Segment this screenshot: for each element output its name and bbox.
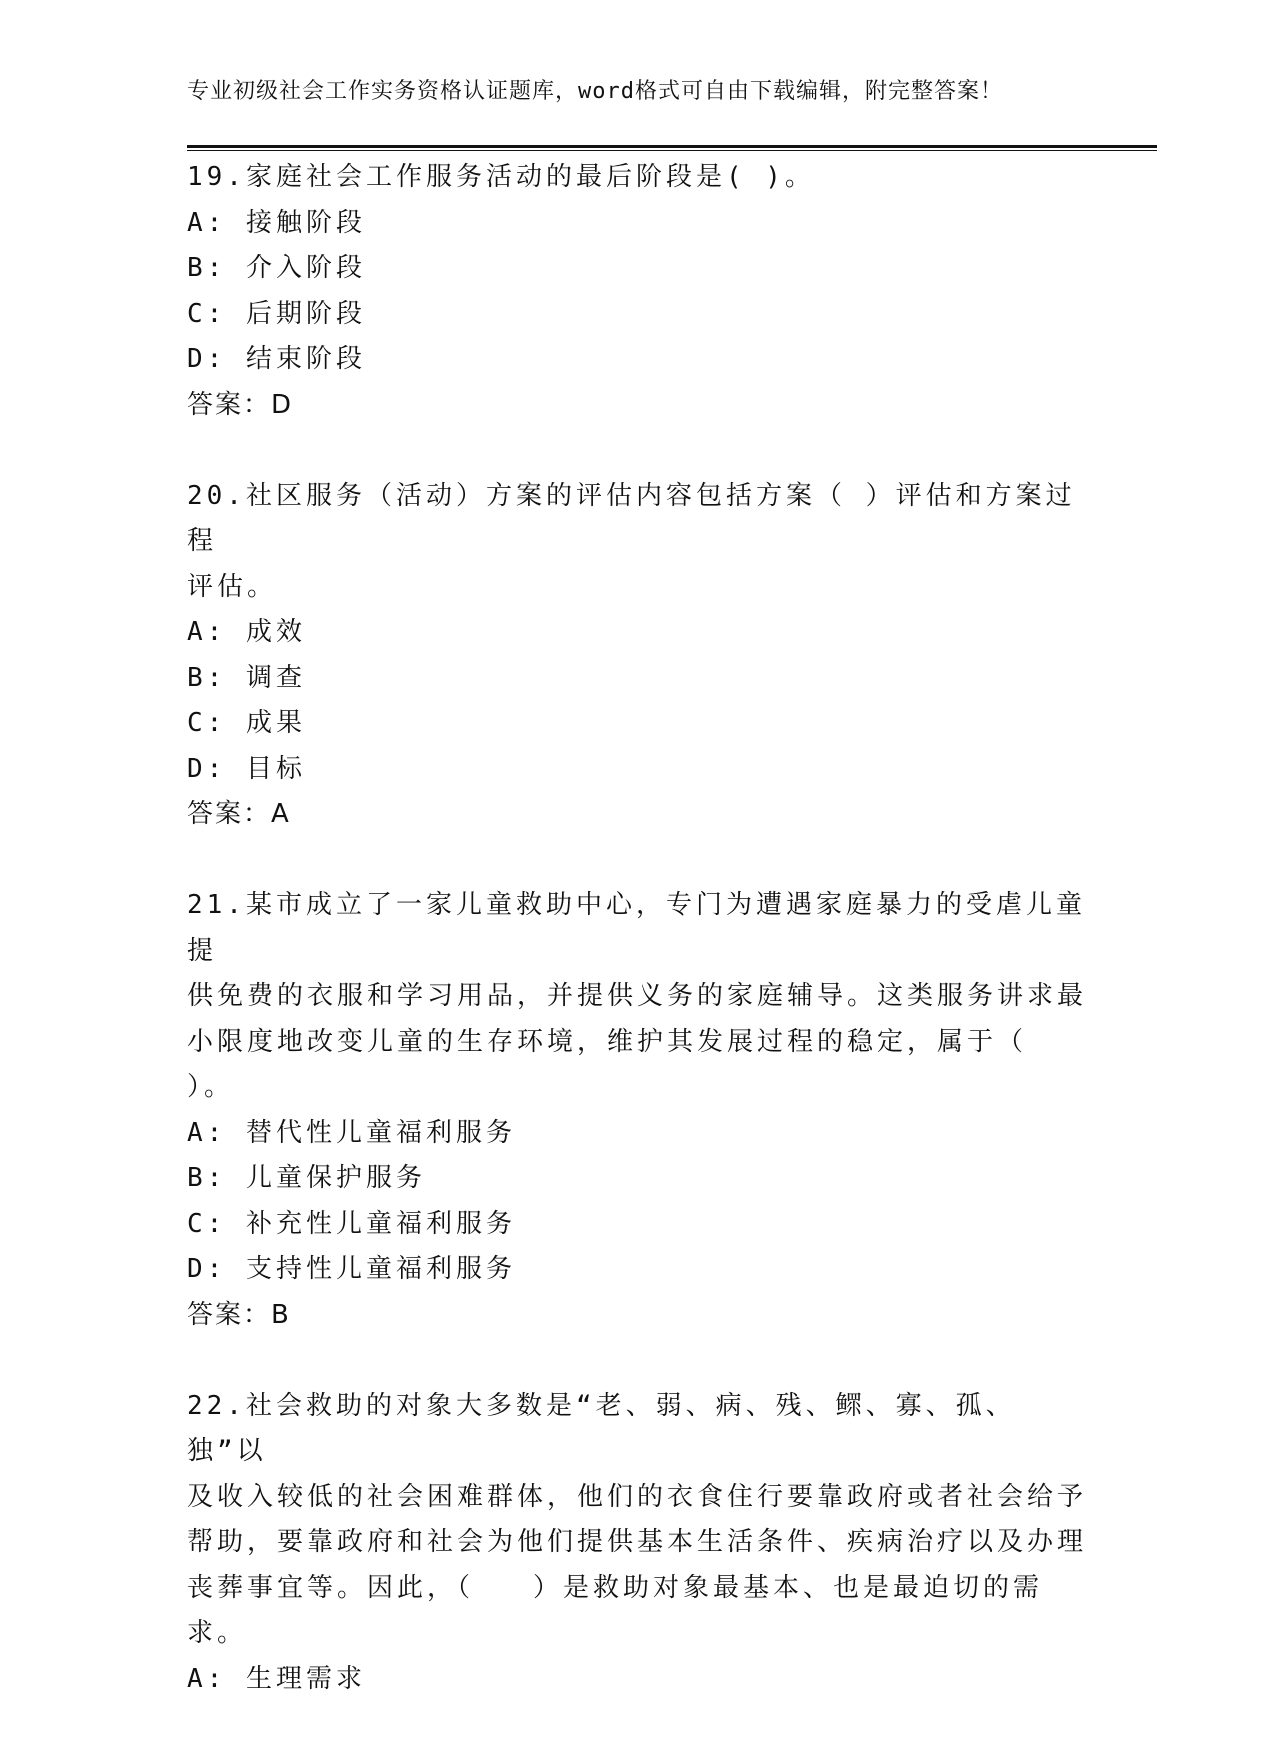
option-b: B: 儿童保护服务 [187, 1163, 426, 1193]
option-a: A: 生理需求 [187, 1663, 366, 1694]
question-stem-line: 20.社区服务（活动）方案的评估内容包括方案（ ）评估和方案过程 [187, 480, 1076, 556]
option-d: D: 支持性儿童福利服务 [187, 1254, 516, 1284]
question-stem-line: 22.社会救助的对象大多数是“老、弱、病、残、鳏、寡、孤、独”以 [187, 1390, 1016, 1466]
question-stem-line: 19.家庭社会工作服务活动的最后阶段是( )。 [187, 162, 815, 192]
question-stem-line: 供免费的衣服和学习用品，并提供义务的家庭辅导。这类服务讲求最 [187, 981, 1088, 1011]
option-c: C: 补充性儿童福利服务 [187, 1208, 516, 1239]
question-stem-line: 21.某市成立了一家儿童救助中心，专门为遭遇家庭暴力的受虐儿童提 [187, 890, 1086, 966]
option-d: D: 目标 [187, 753, 306, 784]
option-b: B: 介入阶段 [187, 253, 366, 283]
question-stem-line: 评估。 [187, 571, 278, 602]
option-a: A: 替代性儿童福利服务 [187, 1117, 516, 1148]
option-a: A: 成效 [187, 617, 306, 647]
question-stem-line: 小限度地改变儿童的生存环境，维护其发展过程的稳定，属于（ ）。 [187, 1026, 1047, 1102]
question-20 [187, 474, 1087, 838]
question-19 [187, 155, 1087, 428]
answer: 答案：D [187, 389, 294, 420]
page-header: 专业初级社会工作实务资格认证题库，word格式可自由下载编辑，附完整答案！ [187, 79, 1003, 104]
question-22 [187, 1384, 1087, 1703]
answer: 答案：A [187, 799, 291, 829]
option-d: D: 结束阶段 [187, 344, 366, 374]
option-b: B: 调查 [187, 662, 306, 693]
answer: 答案：B [187, 1299, 291, 1330]
question-21 [187, 883, 1087, 1338]
question-stem-line: 帮助，要靠政府和社会为他们提供基本生活条件、疾病治疗以及办理 [187, 1527, 1088, 1557]
header-rule-thick [187, 145, 1157, 148]
question-stem-line: 丧葬事宜等。因此，（ ）是救助对象最基本、也是最迫切的需求。 [187, 1572, 1043, 1648]
question-list [187, 155, 1087, 1748]
option-c: C: 成果 [187, 708, 306, 738]
option-a: A: 接触阶段 [187, 207, 366, 238]
question-stem-line: 及收入较低的社会困难群体，他们的衣食住行要靠政府或者社会给予 [187, 1481, 1088, 1512]
header-rule-thin [187, 150, 1157, 151]
option-c: C: 后期阶段 [187, 298, 366, 329]
